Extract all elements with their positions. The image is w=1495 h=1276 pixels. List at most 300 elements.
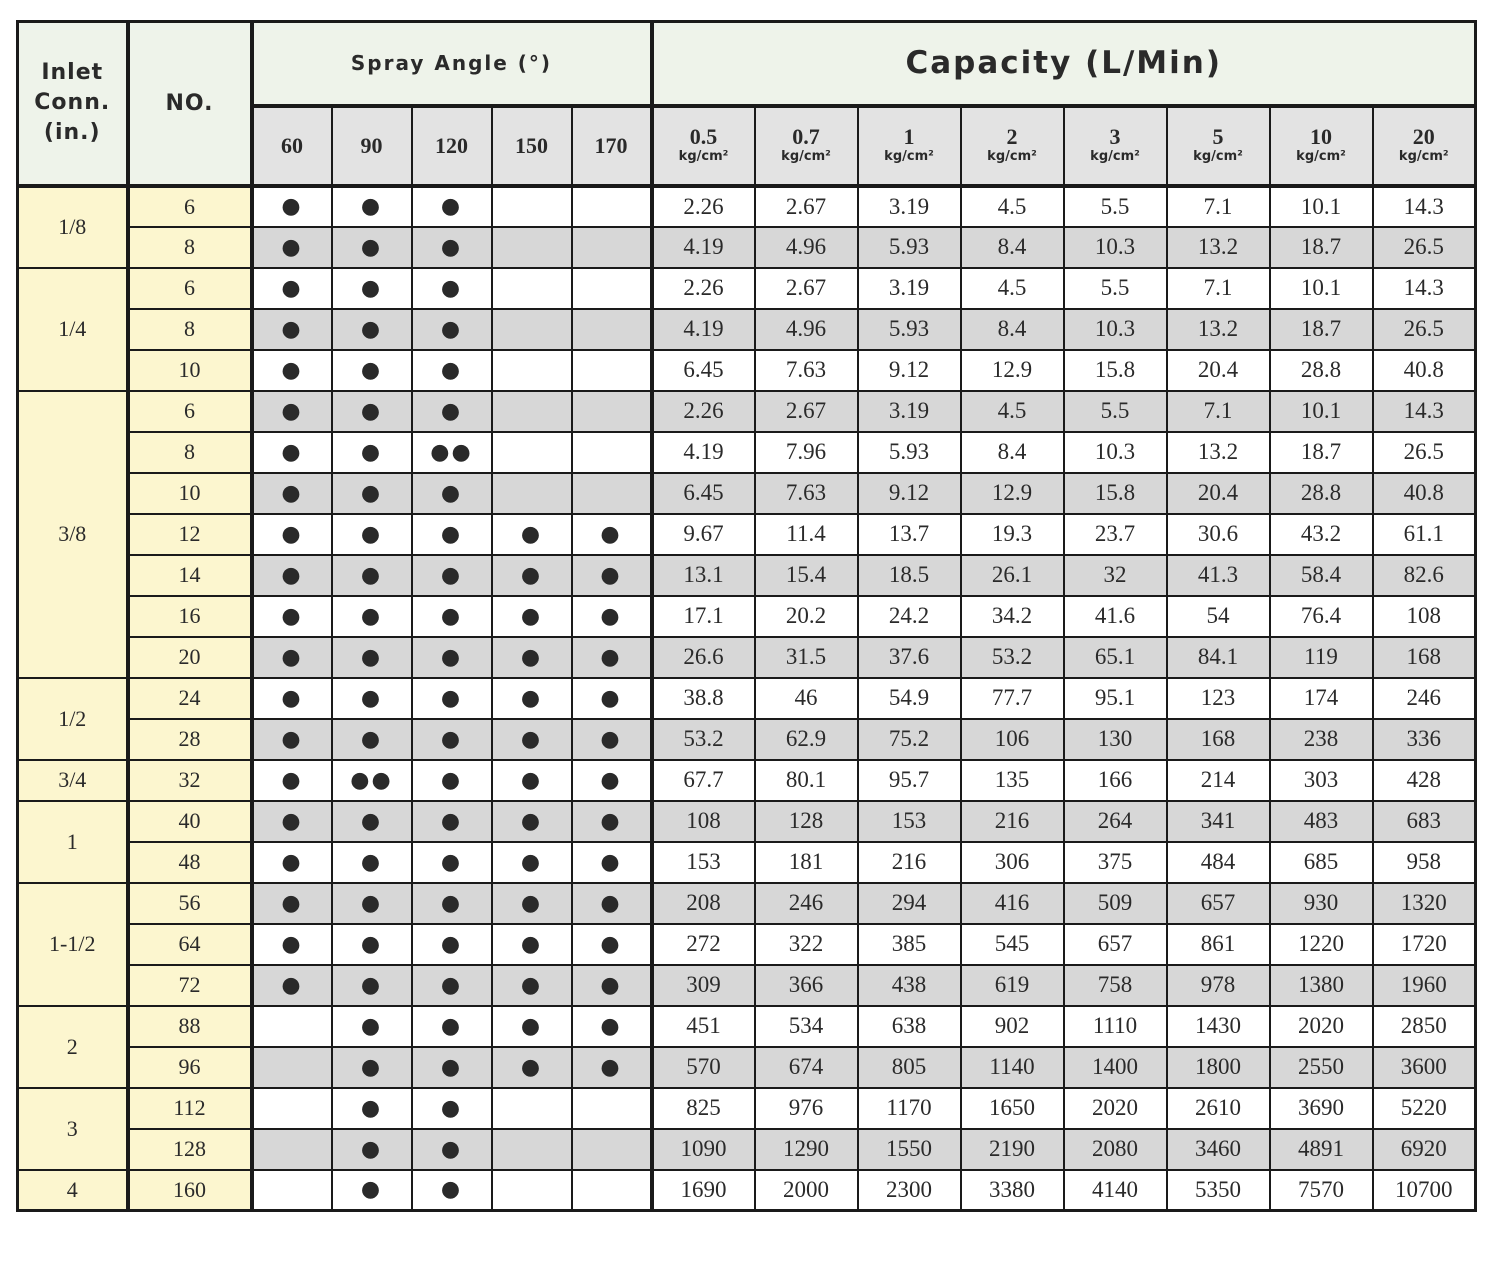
spray-angle-mark: ● xyxy=(492,924,572,965)
inlet-conn-header-label: Inlet Conn. (in.) xyxy=(34,60,111,146)
capacity-cell: 861 xyxy=(1167,924,1270,965)
spray-angle-mark xyxy=(492,186,572,227)
spray-angle-mark: ● xyxy=(412,555,492,596)
spray-angle-mark: ● xyxy=(332,883,412,924)
capacity-cell: 2020 xyxy=(1270,1006,1373,1047)
capacity-cell: 54.9 xyxy=(858,678,961,719)
capacity-cell: 2.26 xyxy=(652,186,755,227)
spray-angle-mark: ● xyxy=(252,760,332,801)
spray-angle-mark: ● xyxy=(332,227,412,268)
capacity-cell: 2.67 xyxy=(755,186,858,227)
capacity-cell: 17.1 xyxy=(652,596,755,637)
spray-angle-mark: ● xyxy=(412,678,492,719)
capacity-header xyxy=(652,22,1476,106)
capacity-cell: 4.5 xyxy=(961,186,1064,227)
spray-angle-mark: ● xyxy=(332,186,412,227)
table-row xyxy=(18,432,1476,473)
capacity-cell: 264 xyxy=(1064,801,1167,842)
capacity-cell: 930 xyxy=(1270,883,1373,924)
spray-angle-mark: ● xyxy=(252,350,332,391)
capacity-cell: 208 xyxy=(652,883,755,924)
spray-angle-mark: ● xyxy=(572,760,652,801)
spray-angle-mark: ● xyxy=(412,842,492,883)
nozzle-number-cell: 14 xyxy=(128,555,252,596)
capacity-cell: 53.2 xyxy=(652,719,755,760)
capacity-cell: 3.19 xyxy=(858,186,961,227)
capacity-cell: 65.1 xyxy=(1064,637,1167,678)
capacity-cell: 123 xyxy=(1167,678,1270,719)
capacity-cell: 3690 xyxy=(1270,1088,1373,1129)
nozzle-number-cell: 128 xyxy=(128,1129,252,1170)
inlet-conn-cell: 1-1/2 xyxy=(18,883,128,1006)
capacity-cell: 41.3 xyxy=(1167,555,1270,596)
capacity-cell: 7.63 xyxy=(755,350,858,391)
capacity-cell: 4140 xyxy=(1064,1170,1167,1211)
spray-angle-mark: ● xyxy=(332,432,412,473)
capacity-cell: 2020 xyxy=(1064,1088,1167,1129)
spray-angle-mark xyxy=(492,1170,572,1211)
angle-header-2: 120 xyxy=(412,106,492,186)
spray-angle-mark xyxy=(572,1129,652,1170)
capacity-cell: 31.5 xyxy=(755,637,858,678)
table-row xyxy=(18,842,1476,883)
capacity-cell: 2190 xyxy=(961,1129,1064,1170)
spray-angle-mark: ● xyxy=(332,596,412,637)
capacity-cell: 9.12 xyxy=(858,473,961,514)
spray-angle-mark: ● xyxy=(492,801,572,842)
spray-angle-mark: ● xyxy=(252,801,332,842)
inlet-conn-cell: 3/8 xyxy=(18,391,128,678)
capacity-cell: 46 xyxy=(755,678,858,719)
capacity-cell: 128 xyxy=(755,801,858,842)
capacity-cell: 7.1 xyxy=(1167,186,1270,227)
spray-angle-mark: ● xyxy=(492,596,572,637)
spray-angle-mark: ● xyxy=(412,268,492,309)
capacity-cell: 11.4 xyxy=(755,514,858,555)
capacity-cell: 20.4 xyxy=(1167,473,1270,514)
spray-angle-mark: ● xyxy=(572,965,652,1006)
pressure-value: 3 xyxy=(1109,123,1121,149)
spray-angle-mark: ● xyxy=(252,186,332,227)
spray-angle-mark: ● xyxy=(572,596,652,637)
capacity-cell: 336 xyxy=(1373,719,1476,760)
spray-angle-mark: ● xyxy=(332,391,412,432)
spray-angle-mark: ● xyxy=(412,473,492,514)
capacity-cell: 61.1 xyxy=(1373,514,1476,555)
spray-angle-mark: ● xyxy=(492,883,572,924)
capacity-cell: 657 xyxy=(1167,883,1270,924)
spray-angle-mark: ● xyxy=(332,678,412,719)
spray-angle-mark: ● xyxy=(412,719,492,760)
spray-angle-mark: ● xyxy=(412,924,492,965)
spray-angle-mark: ● xyxy=(412,883,492,924)
spray-angle-mark: ● xyxy=(412,1006,492,1047)
capacity-cell: 246 xyxy=(1373,678,1476,719)
spray-angle-mark: ● xyxy=(252,309,332,350)
table-row xyxy=(18,350,1476,391)
capacity-cell: 26.5 xyxy=(1373,309,1476,350)
capacity-cell: 34.2 xyxy=(961,596,1064,637)
spray-angle-mark xyxy=(492,1088,572,1129)
capacity-cell: 216 xyxy=(961,801,1064,842)
nozzle-number-cell: 10 xyxy=(128,350,252,391)
inlet-conn-cell: 3/4 xyxy=(18,760,128,801)
spray-angle-mark: ● xyxy=(412,309,492,350)
spray-angle-mark: ● xyxy=(252,596,332,637)
spray-angle-mark: ● xyxy=(252,637,332,678)
table-row xyxy=(18,596,1476,637)
capacity-cell: 5.93 xyxy=(858,227,961,268)
spray-angle-mark xyxy=(492,473,572,514)
capacity-cell: 7.1 xyxy=(1167,268,1270,309)
capacity-cell: 657 xyxy=(1064,924,1167,965)
capacity-cell: 5.93 xyxy=(858,432,961,473)
capacity-cell: 181 xyxy=(755,842,858,883)
angle-header-3: 150 xyxy=(492,106,572,186)
spray-angle-mark: ● xyxy=(252,678,332,719)
capacity-cell: 638 xyxy=(858,1006,961,1047)
pressure-unit: kg/cm² xyxy=(1398,148,1449,164)
capacity-cell: 23.7 xyxy=(1064,514,1167,555)
capacity-cell: 385 xyxy=(858,924,961,965)
spray-angle-mark: ● xyxy=(412,637,492,678)
spray-angle-mark: ● xyxy=(412,596,492,637)
capacity-header-label: Capacity (L/Min) xyxy=(905,45,1223,82)
spray-angle-mark: ● xyxy=(412,391,492,432)
pressure-value: 2 xyxy=(1006,123,1018,149)
capacity-cell: 7.96 xyxy=(755,432,858,473)
capacity-cell: 2610 xyxy=(1167,1088,1270,1129)
capacity-cell: 976 xyxy=(755,1088,858,1129)
pressure-header-1 xyxy=(755,106,858,186)
capacity-cell: 509 xyxy=(1064,883,1167,924)
table-row xyxy=(18,186,1476,227)
capacity-cell: 153 xyxy=(858,801,961,842)
nozzle-number-cell: 20 xyxy=(128,637,252,678)
table-row xyxy=(18,1006,1476,1047)
capacity-cell: 2550 xyxy=(1270,1047,1373,1088)
spray-angle-mark: ● xyxy=(492,760,572,801)
capacity-cell: 7.63 xyxy=(755,473,858,514)
spray-angle-mark: ● xyxy=(252,965,332,1006)
spray-angle-mark: ● xyxy=(332,1088,412,1129)
capacity-cell: 1110 xyxy=(1064,1006,1167,1047)
table-row xyxy=(18,391,1476,432)
nozzle-number-cell: 64 xyxy=(128,924,252,965)
spray-angle-mark: ● xyxy=(492,1047,572,1088)
table-row xyxy=(18,1129,1476,1170)
capacity-cell: 40.8 xyxy=(1373,350,1476,391)
spray-angle-mark: ● xyxy=(252,555,332,596)
angle-header-4: 170 xyxy=(572,106,652,186)
spray-angle-mark: ● xyxy=(332,350,412,391)
capacity-cell: 4.19 xyxy=(652,227,755,268)
nozzle-number-cell: 28 xyxy=(128,719,252,760)
spray-angle-mark: ● xyxy=(412,1088,492,1129)
spray-angle-mark: ● xyxy=(412,186,492,227)
capacity-cell: 32 xyxy=(1064,555,1167,596)
capacity-cell: 58.4 xyxy=(1270,555,1373,596)
inlet-conn-header xyxy=(18,22,128,186)
spray-angle-mark: ● xyxy=(252,883,332,924)
capacity-cell: 375 xyxy=(1064,842,1167,883)
table-row xyxy=(18,309,1476,350)
pressure-value: 0.7 xyxy=(792,123,820,149)
nozzle-number-cell: 40 xyxy=(128,801,252,842)
pressure-unit: kg/cm² xyxy=(1193,148,1243,164)
capacity-cell: 5220 xyxy=(1373,1088,1476,1129)
nozzle-capacity-table xyxy=(16,20,1477,1212)
capacity-cell: 75.2 xyxy=(858,719,961,760)
spray-angle-mark xyxy=(492,309,572,350)
capacity-cell: 9.67 xyxy=(652,514,755,555)
table-row xyxy=(18,965,1476,1006)
capacity-cell: 6.45 xyxy=(652,350,755,391)
spray-angle-mark xyxy=(572,1088,652,1129)
capacity-cell: 4.19 xyxy=(652,432,755,473)
inlet-conn-cell: 1/4 xyxy=(18,268,128,391)
capacity-cell: 4.5 xyxy=(961,268,1064,309)
spray-angle-mark: ● xyxy=(572,1006,652,1047)
capacity-cell: 38.8 xyxy=(652,678,755,719)
capacity-cell: 958 xyxy=(1373,842,1476,883)
spray-angle-mark: ● xyxy=(332,473,412,514)
capacity-cell: 758 xyxy=(1064,965,1167,1006)
pressure-header-0 xyxy=(652,106,755,186)
nozzle-number-cell: 8 xyxy=(128,309,252,350)
spray-angle-mark xyxy=(492,268,572,309)
capacity-cell: 24.2 xyxy=(858,596,961,637)
capacity-cell: 166 xyxy=(1064,760,1167,801)
spray-angle-mark: ● xyxy=(332,514,412,555)
capacity-cell: 5.93 xyxy=(858,309,961,350)
inlet-conn-cell: 1/8 xyxy=(18,186,128,268)
capacity-cell: 3600 xyxy=(1373,1047,1476,1088)
spray-angle-mark: ● xyxy=(252,924,332,965)
capacity-cell: 8.4 xyxy=(961,432,1064,473)
capacity-cell: 10.1 xyxy=(1270,391,1373,432)
capacity-cell: 15.8 xyxy=(1064,473,1167,514)
capacity-cell: 18.7 xyxy=(1270,309,1373,350)
spray-angle-mark xyxy=(492,391,572,432)
capacity-cell: 2000 xyxy=(755,1170,858,1211)
spray-angle-mark: ● xyxy=(332,637,412,678)
table-row xyxy=(18,1047,1476,1088)
spray-angle-mark: ● xyxy=(332,309,412,350)
inlet-conn-cell: 3 xyxy=(18,1088,128,1170)
spray-angle-mark xyxy=(572,186,652,227)
capacity-cell: 13.7 xyxy=(858,514,961,555)
capacity-cell: 1690 xyxy=(652,1170,755,1211)
capacity-cell: 2080 xyxy=(1064,1129,1167,1170)
capacity-cell: 1220 xyxy=(1270,924,1373,965)
capacity-cell: 95.7 xyxy=(858,760,961,801)
spray-angle-mark: ● xyxy=(332,924,412,965)
capacity-cell: 1400 xyxy=(1064,1047,1167,1088)
spray-angle-mark: ● xyxy=(332,268,412,309)
table-row xyxy=(18,883,1476,924)
spray-angle-mark: ●● xyxy=(412,432,492,473)
capacity-cell: 428 xyxy=(1373,760,1476,801)
nozzle-number-cell: 16 xyxy=(128,596,252,637)
nozzle-number-cell: 6 xyxy=(128,391,252,432)
capacity-cell: 20.2 xyxy=(755,596,858,637)
capacity-cell: 341 xyxy=(1167,801,1270,842)
capacity-cell: 43.2 xyxy=(1270,514,1373,555)
table-row xyxy=(18,555,1476,596)
capacity-cell: 168 xyxy=(1167,719,1270,760)
capacity-cell: 2.67 xyxy=(755,391,858,432)
spray-angle-mark: ● xyxy=(412,760,492,801)
inlet-conn-cell: 4 xyxy=(18,1170,128,1211)
table-row xyxy=(18,719,1476,760)
nozzle-number-cell: 6 xyxy=(128,186,252,227)
spray-angle-mark xyxy=(572,391,652,432)
pressure-value: 20 xyxy=(1412,123,1435,149)
spray-angle-mark: ● xyxy=(332,1047,412,1088)
spray-angle-mark xyxy=(572,432,652,473)
capacity-cell: 7570 xyxy=(1270,1170,1373,1211)
spray-angle-mark: ● xyxy=(572,1047,652,1088)
spray-angle-header-label: Spray Angle (°) xyxy=(350,51,553,76)
spray-angle-mark: ● xyxy=(412,1170,492,1211)
spray-angle-mark: ● xyxy=(492,965,572,1006)
capacity-cell: 12.9 xyxy=(961,473,1064,514)
capacity-cell: 10.3 xyxy=(1064,432,1167,473)
nozzle-number-cell: 32 xyxy=(128,760,252,801)
capacity-cell: 18.7 xyxy=(1270,432,1373,473)
pressure-unit: kg/cm² xyxy=(884,148,934,164)
pressure-unit: kg/cm² xyxy=(678,148,729,164)
nozzle-number-cell: 48 xyxy=(128,842,252,883)
capacity-cell: 13.2 xyxy=(1167,227,1270,268)
nozzle-number-cell: 6 xyxy=(128,268,252,309)
capacity-cell: 3460 xyxy=(1167,1129,1270,1170)
pressure-value: 5 xyxy=(1212,123,1224,149)
table-row xyxy=(18,924,1476,965)
capacity-cell: 2850 xyxy=(1373,1006,1476,1047)
table-row xyxy=(18,514,1476,555)
spray-angle-mark: ● xyxy=(332,801,412,842)
spray-angle-mark xyxy=(252,1006,332,1047)
capacity-cell: 619 xyxy=(961,965,1064,1006)
capacity-cell: 53.2 xyxy=(961,637,1064,678)
capacity-cell: 62.9 xyxy=(755,719,858,760)
capacity-cell: 174 xyxy=(1270,678,1373,719)
capacity-cell: 322 xyxy=(755,924,858,965)
capacity-cell: 10.1 xyxy=(1270,268,1373,309)
inlet-conn-cell: 1 xyxy=(18,801,128,883)
capacity-cell: 303 xyxy=(1270,760,1373,801)
spray-angle-mark xyxy=(572,473,652,514)
spray-angle-mark: ● xyxy=(412,514,492,555)
table-row xyxy=(18,268,1476,309)
spray-angle-mark: ● xyxy=(332,842,412,883)
capacity-cell: 80.1 xyxy=(755,760,858,801)
pressure-header-4 xyxy=(1064,106,1167,186)
capacity-cell: 67.7 xyxy=(652,760,755,801)
spray-angle-mark: ● xyxy=(572,924,652,965)
capacity-cell: 5.5 xyxy=(1064,186,1167,227)
spray-angle-mark: ● xyxy=(412,801,492,842)
spray-angle-mark: ● xyxy=(492,555,572,596)
pressure-header-5 xyxy=(1167,106,1270,186)
capacity-cell: 1380 xyxy=(1270,965,1373,1006)
capacity-cell: 15.8 xyxy=(1064,350,1167,391)
capacity-cell: 84.1 xyxy=(1167,637,1270,678)
capacity-cell: 1650 xyxy=(961,1088,1064,1129)
spray-angle-mark: ● xyxy=(332,555,412,596)
capacity-cell: 1140 xyxy=(961,1047,1064,1088)
spray-angle-mark: ● xyxy=(412,227,492,268)
spray-angle-mark xyxy=(572,350,652,391)
nozzle-number-cell: 88 xyxy=(128,1006,252,1047)
spray-angle-mark: ● xyxy=(252,432,332,473)
spray-angle-mark: ● xyxy=(572,842,652,883)
pressure-value: 10 xyxy=(1310,123,1332,149)
spray-angle-mark: ● xyxy=(252,719,332,760)
pressure-header-6 xyxy=(1270,106,1373,186)
capacity-cell: 13.2 xyxy=(1167,432,1270,473)
capacity-cell: 28.8 xyxy=(1270,350,1373,391)
table-row xyxy=(18,473,1476,514)
spray-angle-mark: ● xyxy=(572,678,652,719)
capacity-cell: 2.26 xyxy=(652,268,755,309)
capacity-cell: 26.1 xyxy=(961,555,1064,596)
spray-angle-mark xyxy=(252,1129,332,1170)
spray-angle-mark: ● xyxy=(572,883,652,924)
capacity-cell: 10.3 xyxy=(1064,309,1167,350)
capacity-cell: 3.19 xyxy=(858,391,961,432)
capacity-cell: 483 xyxy=(1270,801,1373,842)
capacity-cell: 41.6 xyxy=(1064,596,1167,637)
capacity-cell: 674 xyxy=(755,1047,858,1088)
spray-angle-mark: ● xyxy=(572,637,652,678)
capacity-cell: 18.7 xyxy=(1270,227,1373,268)
capacity-cell: 4.96 xyxy=(755,227,858,268)
capacity-cell: 1800 xyxy=(1167,1047,1270,1088)
capacity-cell: 685 xyxy=(1270,842,1373,883)
table-row xyxy=(18,637,1476,678)
capacity-cell: 153 xyxy=(652,842,755,883)
capacity-cell: 6.45 xyxy=(652,473,755,514)
capacity-cell: 272 xyxy=(652,924,755,965)
spray-angle-mark: ● xyxy=(332,965,412,1006)
pressure-unit: kg/cm² xyxy=(1090,148,1140,164)
capacity-cell: 3380 xyxy=(961,1170,1064,1211)
no-header-label: NO. xyxy=(165,90,214,116)
capacity-cell: 30.6 xyxy=(1167,514,1270,555)
capacity-cell: 82.6 xyxy=(1373,555,1476,596)
spray-angle-mark: ● xyxy=(252,391,332,432)
capacity-cell: 1170 xyxy=(858,1088,961,1129)
capacity-cell: 3.19 xyxy=(858,268,961,309)
spray-angle-mark xyxy=(572,268,652,309)
capacity-cell: 451 xyxy=(652,1006,755,1047)
pressure-unit: kg/cm² xyxy=(781,148,831,164)
spray-angle-mark: ● xyxy=(412,350,492,391)
capacity-cell: 534 xyxy=(755,1006,858,1047)
spray-angle-header xyxy=(252,22,652,106)
capacity-cell: 238 xyxy=(1270,719,1373,760)
capacity-cell: 8.4 xyxy=(961,309,1064,350)
table-row xyxy=(18,678,1476,719)
spray-angle-mark xyxy=(252,1170,332,1211)
no-header xyxy=(128,22,252,186)
capacity-cell: 1960 xyxy=(1373,965,1476,1006)
spray-angle-mark: ● xyxy=(572,801,652,842)
inlet-conn-cell: 1/2 xyxy=(18,678,128,760)
